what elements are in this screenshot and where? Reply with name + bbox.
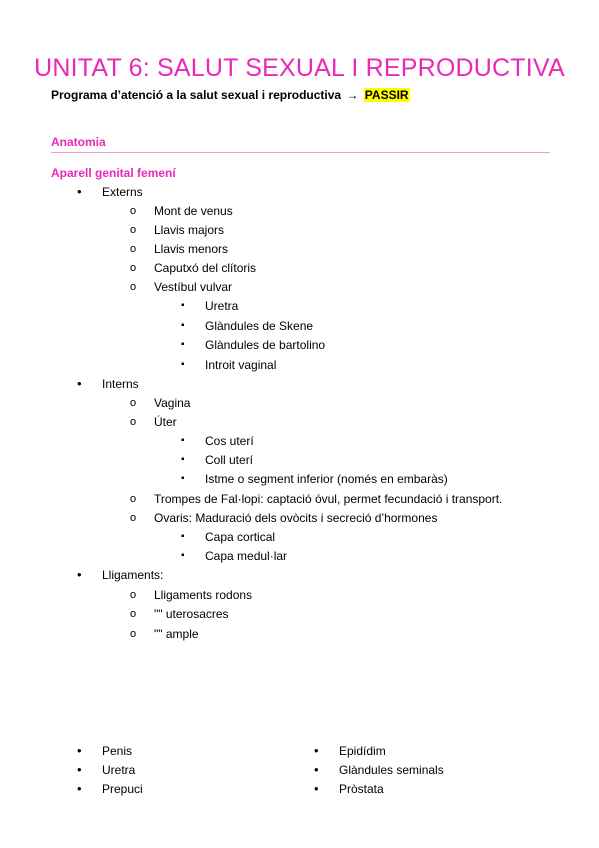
section-heading: Anatomia bbox=[51, 135, 106, 149]
program-text: Programa d’atenció a la salut sexual i reproductiva bbox=[51, 88, 342, 102]
square-bullet-icon: ▪ bbox=[181, 435, 185, 446]
list-item-label: Introit vaginal bbox=[205, 358, 277, 372]
list-item-label: Caputxó del clítoris bbox=[154, 261, 257, 275]
circle-bullet-icon: o bbox=[130, 205, 137, 217]
list-item-label: Lligaments: bbox=[102, 568, 164, 582]
list-item-label: Penis bbox=[102, 744, 133, 758]
disc-bullet-icon: • bbox=[314, 762, 319, 777]
circle-bullet-icon: o bbox=[130, 281, 137, 293]
square-bullet-icon: ▪ bbox=[181, 359, 185, 370]
list-item-label: Capa cortical bbox=[205, 530, 276, 544]
circle-bullet-icon: o bbox=[130, 589, 137, 601]
circle-bullet-icon: o bbox=[130, 493, 137, 505]
subsection-heading: Aparell genital femení bbox=[51, 166, 176, 180]
list-item-label: Capa medul·lar bbox=[205, 549, 288, 563]
list-item-label: Uretra bbox=[102, 763, 136, 777]
circle-bullet-icon: o bbox=[130, 397, 137, 409]
square-bullet-icon: ▪ bbox=[181, 454, 185, 465]
square-bullet-icon: ▪ bbox=[181, 473, 185, 484]
list-item-label: Trompes de Fal·lopi: captació óvul, permet fecundació i transport. bbox=[154, 492, 503, 506]
disc-bullet-icon: • bbox=[77, 567, 82, 582]
list-item-label: Pròstata bbox=[339, 782, 384, 796]
list-item-label: Lligaments rodons bbox=[154, 588, 253, 602]
square-bullet-icon: ▪ bbox=[181, 300, 185, 311]
highlighted-passir: PASSIR bbox=[364, 88, 409, 102]
heading-underline bbox=[51, 152, 550, 153]
list-item-label: Ovaris: Maduració dels ovòcits i secreció d’hormones bbox=[154, 511, 438, 525]
circle-bullet-icon: o bbox=[130, 608, 137, 620]
circle-bullet-icon: o bbox=[130, 224, 137, 236]
list-item-label: "" ample bbox=[154, 627, 199, 641]
list-item-label: Istme o segment inferior (només en embaràs) bbox=[205, 472, 448, 486]
square-bullet-icon: ▪ bbox=[181, 339, 185, 350]
square-bullet-icon: ▪ bbox=[181, 550, 185, 561]
disc-bullet-icon: • bbox=[77, 781, 82, 796]
list-item-label: Coll uterí bbox=[205, 453, 254, 467]
list-item-label: "" uterosacres bbox=[154, 607, 229, 621]
disc-bullet-icon: • bbox=[77, 762, 82, 777]
circle-bullet-icon: o bbox=[130, 512, 137, 524]
list-item-label: Prepuci bbox=[102, 782, 143, 796]
list-item-label: Interns bbox=[102, 377, 139, 391]
circle-bullet-icon: o bbox=[130, 416, 137, 428]
list-item-label: Glàndules de Skene bbox=[205, 319, 314, 333]
disc-bullet-icon: • bbox=[314, 781, 319, 796]
disc-bullet-icon: • bbox=[314, 743, 319, 758]
arrow-icon: → bbox=[346, 88, 359, 102]
list-item-label: Llavis majors bbox=[154, 223, 225, 237]
program-line bbox=[51, 88, 410, 102]
square-bullet-icon: ▪ bbox=[181, 320, 185, 331]
circle-bullet-icon: o bbox=[130, 628, 137, 640]
page-title: UNITAT 6: SALUT SEXUAL I REPRODUCTIVA bbox=[34, 54, 565, 82]
list-item-label: Glàndules de bartolino bbox=[205, 338, 326, 352]
list-item-label: Uretra bbox=[205, 299, 239, 313]
list-item-label: Llavis menors bbox=[154, 242, 229, 256]
list-item-label: Externs bbox=[102, 185, 143, 199]
circle-bullet-icon: o bbox=[130, 243, 137, 255]
disc-bullet-icon: • bbox=[77, 376, 82, 391]
list-item-label: Epidídim bbox=[339, 744, 386, 758]
disc-bullet-icon: • bbox=[77, 743, 82, 758]
list-item-label: Úter bbox=[154, 415, 177, 429]
list-item-label: Cos uterí bbox=[205, 434, 254, 448]
circle-bullet-icon: o bbox=[130, 262, 137, 274]
list-item-label: Mont de venus bbox=[154, 204, 233, 218]
square-bullet-icon: ▪ bbox=[181, 531, 185, 542]
list-item-label: Vestíbul vulvar bbox=[154, 280, 233, 294]
disc-bullet-icon: • bbox=[77, 184, 82, 199]
list-item-label: Glàndules seminals bbox=[339, 763, 444, 777]
list-item-label: Vagina bbox=[154, 396, 191, 410]
